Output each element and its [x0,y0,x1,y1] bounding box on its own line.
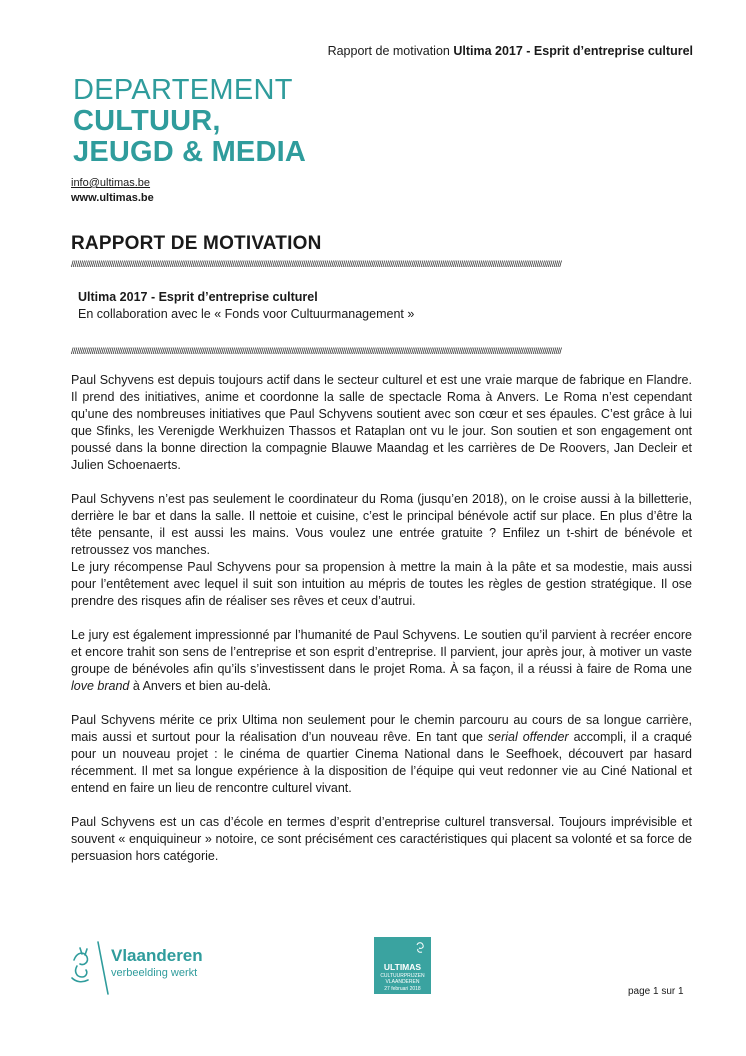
subtitle-block [78,289,414,323]
paragraph-2: Paul Schyvens n’est pas seulement le coordinateur du Roma (jusqu’en 2018), on le croise aussi à la billetterie, derrière le bar et dans la salle. Il nettoie et cuisine, c’est le principal bénévole actif sur place. En plus d’être la tête pensante, il est aussi les mains. Vous voulez une entrée gratuite ? Enfilez un t-shirt de bénévole et retroussez vos manches. [71,492,692,557]
paragraph-3: Le jury récompense Paul Schyvens pour sa propension à mettre la main à la pâte et sa modestie, mais aussi pour l’entêtement avec lequel il suit son intuition au mépris de toutes les règles de gestion stratégique. Il ose prendre des risques afin de réaliser ses rêves et ceux d’autrui. [71,560,692,608]
separator-top: ////////////////////////////////////////////////////////////////////////////////////////////////////////////////////////////////////////////////////////////////////////////////////////////////////////////////////////////////////////////////////////////////// [71,259,562,269]
running-header [328,44,693,58]
department-logo-line2: CULTUUR, [73,105,221,137]
paragraph-4-start: Le jury est également impressionné par l’humanité de Paul Schyvens. Le soutien qu’il parvient à recréer encore et encore trahit son sens de l’entreprise et son esprit d’entreprise. Il parvient, jour après jour, à motiver un vaste groupe de bénévoles afin qu’ils s’investissent dans le projet Roma. À sa façon, il a réussi à faire de Roma une [71,628,692,676]
paragraph-4 [71,627,692,695]
ultimas-subtitle-1: CULTUURPRIJZEN [380,973,425,979]
ultimas-name: ULTIMAS [383,962,422,972]
running-header-emphasis: Ultima 2017 - Esprit d’entreprise culturel [453,44,693,58]
separator-bottom: ////////////////////////////////////////////////////////////////////////////////////////////////////////////////////////////////////////////////////////////////////////////////////////////////////////////////////////////////////////////////////////////////// [71,346,562,356]
paragraph-5-italic: serial offender [487,730,569,744]
collaboration-line: En collaboration avec le « Fonds voor Cultuurmanagement » [78,307,415,321]
department-logo-line1: DEPARTEMENT [73,74,293,106]
paragraph-4-end: à Anvers et bien au-delà. [129,679,272,693]
paragraph-5 [71,712,692,797]
body-text [71,372,692,882]
contact-block [71,176,154,206]
ultimas-date: 27 februari 2018 [384,986,421,992]
paragraph-4-italic: love brand [71,679,130,693]
running-header-prefix: Rapport de motivation [327,44,454,58]
email-link[interactable]: info@ultimas.be [71,177,151,189]
page-number: page 1 sur 1 [628,986,684,997]
document-title: RAPPORT DE MOTIVATION [71,233,322,254]
paragraph-6: Paul Schyvens est un cas d’école en termes d’esprit d’entreprise culturel transversal. Toujours imprévisible et souvent « enquiquineur » notoire, ce sont précisément ces caractéristiques qui placent sa volonté et sa force de persuasion hors catégorie. [71,815,692,863]
ultimas-subtitle-2: VLAANDEREN [385,979,420,985]
ultimas-logo [374,937,431,994]
paragraph-1: Paul Schyvens est depuis toujours actif dans le secteur culturel et est une vraie marque de fabrique en Flandre. Il prend des initiatives, anime et coordonne la salle de spectacle Roma à Anvers. Le Roma n’est cependant qu’une des nombreuses initiatives que Paul Schyvens soutient avec son cœur et ses épaules. C’est grâce à lui que Sfinks, les Verenigde Werkhuizen Thassos et Rataplan ont vu le jour. Son soutien et son engagement ont poussé dans la bonne direction la compagnie Blauwe Maandag et les carrières de De Roovers, Jan Decleir et Julien Schoenaerts. [71,373,692,472]
department-logo [73,75,306,168]
paragraph-5-end: accompli, il a craqué pour un nouveau projet : le cinéma de quartier Cinema National dans le Seefhoek, découvert par hasard récemment. Il met sa longue expérience à la disposition de l’équipe qui veut redonner vie au Ciné National et entend en faire un lieu de rencontre culturel vivant. [71,730,692,795]
website-text: www.ultimas.be [71,192,154,204]
paragraph-5-start: Paul Schyvens mérite ce prix Ultima non seulement pour le chemin parcouru au cours de sa longue carrière, mais aussi et surtout pour la réalisation d’un nouveau rêve. En tant que [71,713,692,744]
vlaanderen-name: Vlaanderen [111,946,203,965]
award-title: Ultima 2017 - Esprit d’entreprise culturel [78,290,318,304]
ultimas-lion-icon [415,940,427,954]
vlaanderen-tagline: verbeelding werkt [111,967,198,979]
department-logo-line3: JEUGD & MEDIA [73,136,307,168]
